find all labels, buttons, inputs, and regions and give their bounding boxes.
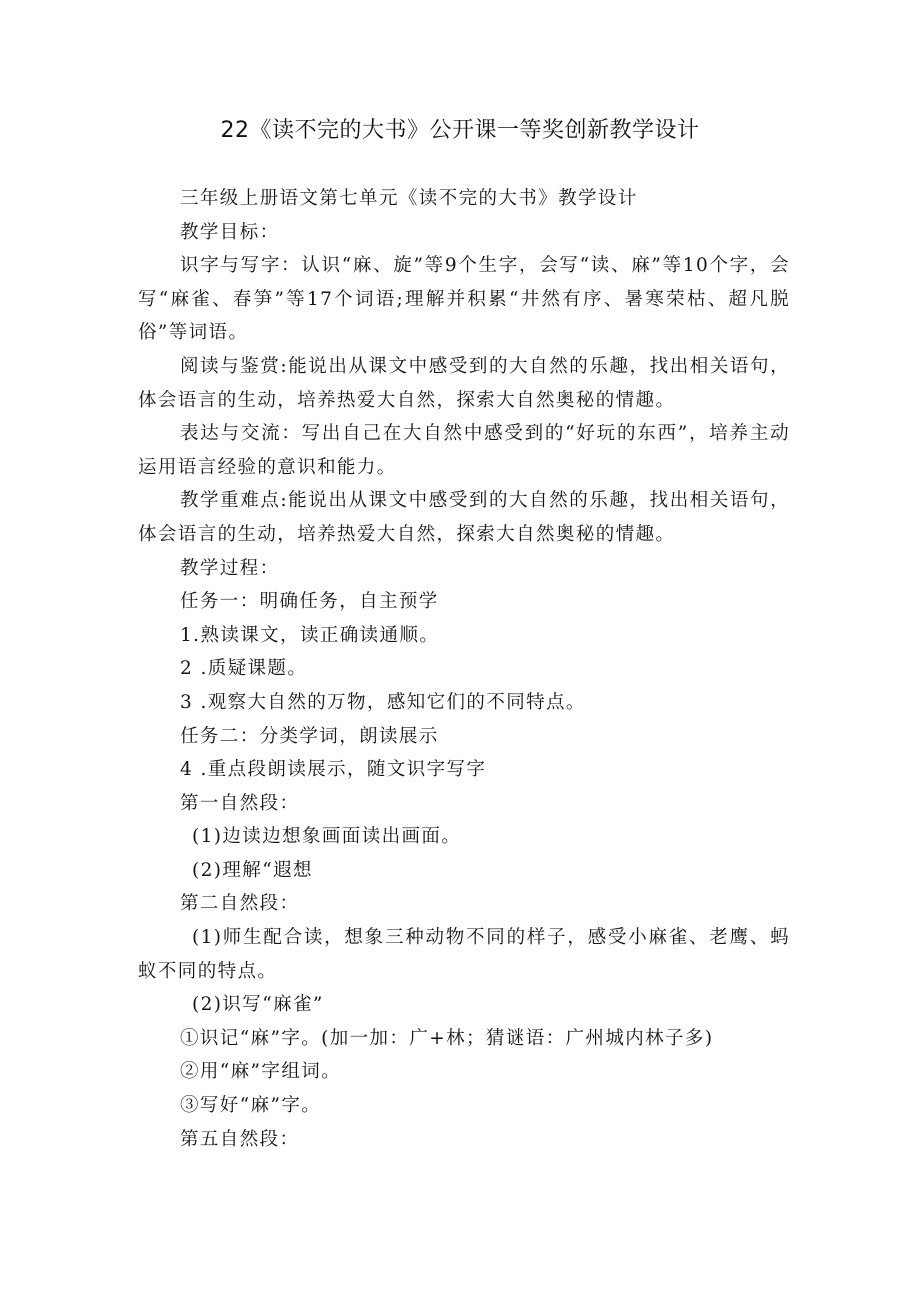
section-heading-fifth-paragraph: 第五自然段：	[180, 1128, 300, 1150]
document-body	[138, 182, 790, 1156]
circled-item: ②用“麻”字组词。	[180, 1061, 342, 1083]
objective-literacy-paragraph: 识字与写字：认识“麻、旋”等9个生字，会写“读、麻”等10个字，会写“麻雀、春笋”等17个词语;理解并积累“井然有序、暑寒荣枯、超凡脱俗”等词语。	[138, 255, 790, 344]
list-item: 1.熟读课文，读正确读通顺。	[180, 624, 440, 646]
sub-item: (1)师生配合读，想象三种动物不同的样子，感受小麻雀、老鹰、蚂蚁不同的特点。	[138, 927, 790, 982]
sub-item: (2)理解“遐想	[192, 859, 313, 881]
objective-reading-paragraph: 阅读与鉴赏:能说出从课文中感受到的大自然的乐趣，找出相关语句，体会语言的生动，培养热爱大自然，探索大自然奥秘的情趣。	[138, 355, 790, 411]
circled-item: ①识记“麻”字。(加一加：广+林；猜谜语：广州城内林子多)	[180, 1027, 714, 1049]
list-item: 2 .质疑课题。	[180, 658, 308, 680]
task-one-heading: 任务一：明确任务，自主预学	[180, 591, 439, 613]
objective-expression-paragraph: 表达与交流：写出自己在大自然中感受到的“好玩的东西”，培养主动运用语言经验的意识和能力。	[138, 423, 790, 478]
document-title: 22《读不完的大书》公开课一等奖创新教学设计	[220, 118, 700, 143]
key-difficulty-paragraph: 教学重难点:能说出从课文中感受到的大自然的乐趣，找出相关语句，体会语言的生动，培养热爱大自然，探索大自然奥秘的情趣。	[138, 490, 790, 545]
process-heading: 教学过程：	[180, 557, 280, 579]
section-heading-second-paragraph: 第二自然段：	[180, 893, 300, 915]
sub-item: (2)识写“麻雀”	[192, 994, 324, 1016]
list-item: 4 .重点段朗读展示，随文识字写字	[180, 759, 487, 781]
list-item: 3 .观察大自然的万物，感知它们的不同特点。	[180, 691, 586, 713]
section-heading-first-paragraph: 第一自然段：	[180, 792, 300, 814]
objectives-heading: 教学目标：	[180, 221, 280, 243]
circled-item: ③写好“麻”字。	[180, 1095, 322, 1117]
task-two-heading: 任务二：分类学词，朗读展示	[180, 725, 439, 747]
sub-item: (1)边读边想象画面读出画面。	[192, 826, 462, 848]
subtitle-paragraph: 三年级上册语文第七单元《读不完的大书》教学设计	[180, 188, 638, 209]
